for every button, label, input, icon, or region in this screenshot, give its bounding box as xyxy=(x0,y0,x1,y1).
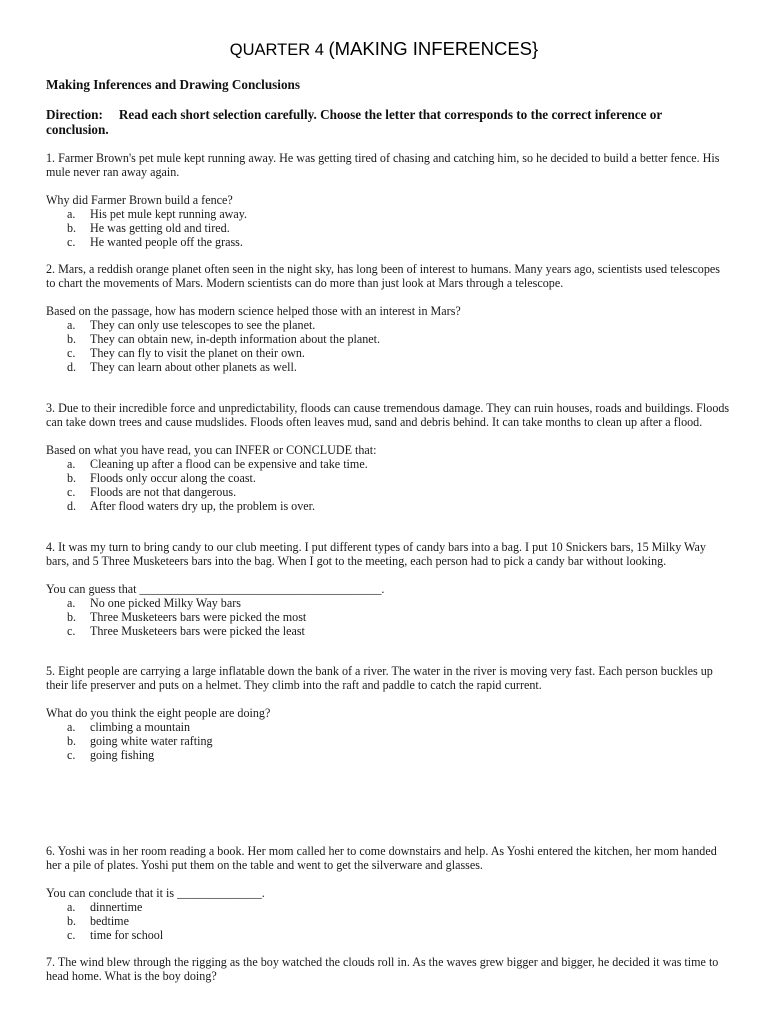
question-prompt: What do you think the eight people are doing? xyxy=(46,706,271,720)
choice-text: dinnertime xyxy=(90,900,143,914)
answer-choice xyxy=(46,318,732,332)
choice-text: climbing a mountain xyxy=(90,720,191,734)
question-passage: 4. It was my turn to bring candy to our club meeting. I put different types of candy bars into a bag. I put 10 Snickers bars, 15 Milky Way bars, and 5 Three Musketeers bars into the bag. When I got to the meeting, each person had to pick a candy bar without looking. xyxy=(46,540,706,568)
question-passage: 7. The wind blew through the rigging as the boy watched the clouds roll in. As the waves grew bigger and bigger, he decided it was time to head home. What is the boy doing? xyxy=(46,955,719,983)
choice-text: Three Musketeers bars were picked the most xyxy=(90,610,307,624)
choice-text: Cleaning up after a flood can be expensive and take time. xyxy=(90,457,368,471)
choice-letter: b. xyxy=(67,914,77,928)
answer-choice xyxy=(46,734,732,748)
question-passage: 2. Mars, a reddish orange planet often seen in the night sky, has long been of interest to humans. Many years ago, scientists used telescopes to chart the movements of Mars. Modern scientists can do more than just look at Mars through a telescope. xyxy=(46,262,720,290)
direction-label: Direction: xyxy=(46,107,103,122)
choice-text: After flood waters dry up, the problem is over. xyxy=(90,499,316,513)
answer-choice xyxy=(46,360,732,374)
question-1 xyxy=(46,151,732,249)
answer-choice xyxy=(46,596,732,610)
choice-text: He was getting old and tired. xyxy=(90,221,230,235)
choice-letter: a. xyxy=(67,318,76,332)
choice-letter: a. xyxy=(67,596,76,610)
question-5 xyxy=(46,664,732,762)
choice-letter: a. xyxy=(67,900,76,914)
choice-letter: d. xyxy=(67,499,77,513)
choice-letter: a. xyxy=(67,457,76,471)
choice-text: Three Musketeers bars were picked the least xyxy=(90,624,305,638)
choice-letter: b. xyxy=(67,221,77,235)
answer-choice xyxy=(46,900,732,914)
question-prompt: Based on what you have read, you can INFER or CONCLUDE that: xyxy=(46,443,377,457)
choice-letter: b. xyxy=(67,332,77,346)
answer-choice xyxy=(46,346,732,360)
page-title xyxy=(0,38,768,60)
choice-letter: c. xyxy=(67,346,76,360)
choice-letter: c. xyxy=(67,235,76,249)
answer-choices xyxy=(46,318,732,374)
answer-choices xyxy=(46,207,732,249)
answer-choice xyxy=(46,221,732,235)
choice-letter: c. xyxy=(67,485,76,499)
answer-choice xyxy=(46,471,732,485)
choice-text: going fishing xyxy=(90,748,155,762)
section-heading: Making Inferences and Drawing Conclusions xyxy=(46,77,301,92)
question-passage: 3. Due to their incredible force and unpredictability, floods can cause tremendous damage. They can ruin houses, roads and buildings. Floods can take down trees and cause mudslides. Floods often leaves mud, sand and debris behind. It can take months to clean up after a flood. xyxy=(46,401,730,429)
answer-choice xyxy=(46,748,732,762)
answer-choice xyxy=(46,207,732,221)
choice-text: time for school xyxy=(90,928,164,942)
question-prompt: Why did Farmer Brown build a fence? xyxy=(46,193,233,207)
directions xyxy=(46,107,706,137)
choice-text: They can obtain new, in-depth information about the planet. xyxy=(90,332,381,346)
choice-text: His pet mule kept running away. xyxy=(90,207,248,221)
choice-letter: c. xyxy=(67,748,76,762)
choice-letter: c. xyxy=(67,624,76,638)
question-7 xyxy=(46,955,732,983)
answer-choice xyxy=(46,610,732,624)
answer-choices xyxy=(46,457,732,513)
choice-text: bedtime xyxy=(90,914,129,928)
choice-text: Floods only occur along the coast. xyxy=(90,471,256,485)
choice-letter: d. xyxy=(67,360,77,374)
choice-text: going white water rafting xyxy=(90,734,213,748)
question-passage: 5. Eight people are carrying a large inflatable down the bank of a river. The water in the river is moving very fast. Each person buckles up their life preserver and puts on a helmet. They climb into the raft and paddle to catch the rapid current. xyxy=(46,664,713,692)
choice-letter: b. xyxy=(67,471,77,485)
question-prompt: You can conclude that it is ______________. xyxy=(46,886,265,900)
title-main: (MAKING INFERENCES} xyxy=(328,38,539,59)
question-passage: 1. Farmer Brown's pet mule kept running away. He was getting tired of chasing and catching him, so he decided to build a better fence. His mule never ran away again. xyxy=(46,151,720,179)
answer-choice xyxy=(46,457,732,471)
answer-choices xyxy=(46,900,732,942)
choice-text: No one picked Milky Way bars xyxy=(90,596,241,610)
choice-text: They can fly to visit the planet on their own. xyxy=(90,346,305,360)
choice-text: Floods are not that dangerous. xyxy=(90,485,237,499)
answer-choices xyxy=(46,720,732,762)
choice-text: He wanted people off the grass. xyxy=(90,235,243,249)
answer-choice xyxy=(46,485,732,499)
choice-text: They can learn about other planets as well. xyxy=(90,360,297,374)
choice-text: They can only use telescopes to see the planet. xyxy=(90,318,316,332)
answer-choice xyxy=(46,624,732,638)
answer-choice xyxy=(46,499,732,513)
answer-choices xyxy=(46,596,732,638)
answer-choice xyxy=(46,235,732,249)
answer-choice xyxy=(46,914,732,928)
choice-letter: b. xyxy=(67,610,77,624)
question-prompt: Based on the passage, how has modern science helped those with an interest in Mars? xyxy=(46,304,461,318)
title-prefix: QUARTER 4 xyxy=(229,41,329,59)
question-2 xyxy=(46,262,732,374)
choice-letter: a. xyxy=(67,207,76,221)
choice-letter: b. xyxy=(67,734,77,748)
direction-text: Read each short selection carefully. Choose the letter that corresponds to the correct inference or conclusion. xyxy=(46,107,663,137)
question-4 xyxy=(46,540,732,638)
answer-choice xyxy=(46,332,732,346)
question-3 xyxy=(46,401,732,513)
question-prompt: You can guess that ________________________________________. xyxy=(46,582,385,596)
question-passage: 6. Yoshi was in her room reading a book. Her mom called her to come downstairs and help. As Yoshi entered the kitchen, her mom handed her a pile of plates. Yoshi put them on the table and went to get the silverware and glasses. xyxy=(46,844,717,872)
choice-letter: a. xyxy=(67,720,76,734)
answer-choice xyxy=(46,720,732,734)
answer-choice xyxy=(46,928,732,942)
question-6 xyxy=(46,844,732,942)
choice-letter: c. xyxy=(67,928,76,942)
